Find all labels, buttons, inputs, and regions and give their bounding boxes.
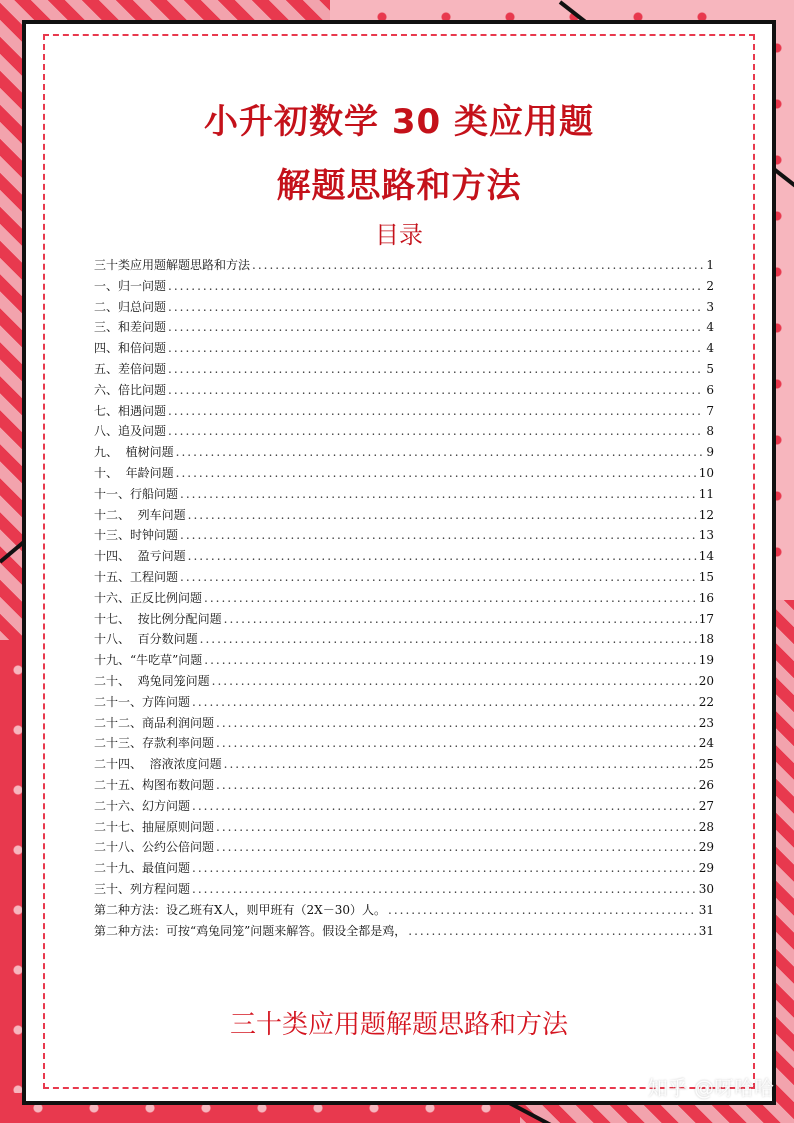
- toc-entry[interactable]: [94, 506, 714, 527]
- toc-heading: 目录: [375, 221, 423, 249]
- section-heading: 三十类应用题解题思路和方法: [229, 1010, 568, 1040]
- toc-entry-label: 九、 植树问题: [94, 445, 174, 460]
- toc-entry-page: 6: [706, 382, 714, 397]
- toc-entry-page: 12: [698, 507, 714, 522]
- toc-leader-dots: [204, 653, 696, 667]
- toc-entry-page: 10: [698, 465, 714, 480]
- toc-entry-label: 十三、时钟问题: [94, 528, 179, 543]
- toc-entry[interactable]: [94, 838, 714, 859]
- toc-entry-label: 二十四、 溶液浓度问题: [94, 757, 222, 772]
- toc-leader-dots: [408, 924, 696, 938]
- toc-entry[interactable]: [94, 589, 714, 610]
- toc-leader-dots: [216, 716, 697, 730]
- toc-entry-label: 二十二、商品利润问题: [94, 715, 215, 730]
- toc-leader-dots: [224, 612, 697, 626]
- toc-entry-label: 三十类应用题解题思路和方法: [94, 258, 251, 272]
- toc-entry[interactable]: [94, 360, 714, 381]
- toc-entry[interactable]: [94, 734, 714, 755]
- toc-entry-label: 十一、行船问题: [94, 486, 179, 501]
- toc-entry-label: 六、倍比问题: [94, 382, 167, 397]
- toc-leader-dots: [168, 279, 704, 293]
- toc-entry[interactable]: [94, 880, 714, 901]
- document-title-line2: 解题思路和方法: [276, 166, 522, 206]
- toc-leader-dots: [180, 528, 697, 542]
- toc-entry[interactable]: [94, 443, 714, 464]
- toc-entry-label: 十九、“牛吃草”问题: [94, 653, 203, 668]
- toc-entry-page: 26: [698, 777, 714, 792]
- toc-entry-label: 一、归一问题: [94, 278, 167, 293]
- toc-entry[interactable]: [94, 630, 714, 651]
- toc-entry[interactable]: [94, 714, 714, 735]
- toc-entry-label: 二十、 鸡兔同笼问题: [94, 673, 210, 688]
- toc-leader-dots: [216, 736, 697, 750]
- toc-entry[interactable]: [94, 485, 714, 506]
- toc-entry[interactable]: [94, 859, 714, 880]
- toc-leader-dots: [180, 570, 697, 584]
- toc-entry-page: 5: [706, 361, 714, 376]
- toc-entry-page: 3: [706, 299, 714, 314]
- toc-entry[interactable]: [94, 422, 714, 443]
- toc-leader-dots: [204, 591, 697, 605]
- toc-entry-page: 29: [698, 861, 714, 876]
- toc-entry-page: 9: [706, 445, 714, 460]
- document-title-line1: 小升初数学 30 类应用题: [204, 102, 594, 142]
- toc-entry-page: 19: [698, 653, 714, 668]
- toc-entry-label: 七、相遇问题: [94, 403, 167, 418]
- toc-leader-dots: [212, 674, 697, 688]
- toc-entry[interactable]: [94, 610, 714, 631]
- toc-entry-label: 四、和倍问题: [94, 341, 167, 356]
- toc-leader-dots: [168, 383, 704, 397]
- toc-entry[interactable]: [94, 651, 714, 672]
- toc-entry-page: 28: [698, 819, 714, 834]
- watermark: 知乎 @呀哈哈: [647, 1076, 774, 1100]
- toc-entry-page: 1: [706, 258, 714, 272]
- toc-entry-label: 二十六、幻方问题: [94, 798, 191, 813]
- toc-entry[interactable]: [94, 402, 714, 423]
- toc-entry[interactable]: [94, 568, 714, 589]
- toc-leader-dots: [188, 508, 697, 522]
- toc-entry-page: 25: [698, 757, 714, 772]
- toc-entry-page: 16: [698, 590, 714, 605]
- toc-leader-dots: [216, 840, 697, 854]
- toc-entry-label: 二十九、最值问题: [94, 861, 191, 876]
- toc-entry-label: 十八、 百分数问题: [94, 632, 198, 647]
- toc-entry[interactable]: [94, 298, 714, 319]
- toc-leader-dots: [216, 778, 697, 792]
- toc-leader-dots: [192, 861, 697, 875]
- toc-entry[interactable]: [94, 318, 714, 339]
- toc-entry-page: 29: [698, 840, 714, 855]
- toc-leader-dots: [388, 903, 697, 917]
- toc-entry-page: 14: [698, 549, 714, 564]
- toc-entry-label: 十、 年龄问题: [94, 465, 174, 480]
- toc-entry-page: 17: [698, 611, 714, 626]
- toc-entry-label: 十四、 盈亏问题: [94, 549, 186, 564]
- toc-entry-label: 八、追及问题: [94, 424, 167, 439]
- toc-entry-label: 二十一、方阵问题: [94, 694, 191, 709]
- toc-entry[interactable]: [94, 256, 714, 277]
- toc-entry-label: 十六、正反比例问题: [94, 590, 203, 605]
- table-of-contents: [94, 256, 714, 942]
- toc-entry-label: 十七、 按比例分配问题: [94, 611, 222, 626]
- toc-entry[interactable]: [94, 526, 714, 547]
- toc-leader-dots: [224, 757, 697, 771]
- toc-leader-dots: [192, 799, 697, 813]
- toc-entry-label: 二十五、构图布数问题: [94, 777, 215, 792]
- toc-entry-page: 8: [706, 424, 714, 439]
- toc-entry-page: 27: [698, 798, 714, 813]
- toc-entry-page: 7: [706, 403, 714, 418]
- toc-entry[interactable]: [94, 755, 714, 776]
- toc-entry[interactable]: [94, 339, 714, 360]
- toc-leader-dots: [176, 445, 705, 459]
- toc-entry[interactable]: [94, 797, 714, 818]
- toc-entry-page: 18: [698, 632, 714, 647]
- toc-entry-label: 二十七、抽屉原则问题: [94, 819, 215, 834]
- toc-leader-dots: [168, 320, 704, 334]
- toc-leader-dots: [188, 549, 697, 563]
- toc-entry-label: 第二种方法：可按“鸡兔同笼”问题来解答。假设全都是鸡，: [94, 923, 407, 938]
- toc-leader-dots: [252, 258, 704, 272]
- toc-entry[interactable]: [94, 277, 714, 298]
- toc-entry-label: 二十八、公约公倍问题: [94, 840, 215, 855]
- document-page: [22, 20, 776, 1105]
- toc-entry-page: 22: [698, 694, 714, 709]
- toc-entry-label: 三、和差问题: [94, 320, 167, 335]
- toc-entry[interactable]: [94, 901, 714, 922]
- toc-entry-page: 20: [698, 673, 714, 688]
- toc-entry[interactable]: [94, 776, 714, 797]
- toc-entry-page: 13: [698, 528, 714, 543]
- toc-entry-label: 第二种方法：设乙班有X人，则甲班有（2X－30）人。: [94, 902, 386, 917]
- toc-entry[interactable]: [94, 672, 714, 693]
- toc-leader-dots: [168, 424, 704, 438]
- toc-entry[interactable]: [94, 464, 714, 485]
- toc-leader-dots: [168, 362, 704, 376]
- toc-entry-label: 十五、工程问题: [94, 569, 179, 584]
- toc-entry-page: 11: [698, 486, 714, 501]
- toc-entry-page: 4: [706, 341, 714, 356]
- toc-entry-label: 三十、列方程问题: [94, 881, 191, 896]
- toc-leader-dots: [168, 404, 704, 418]
- toc-entry-label: 二十三、存款利率问题: [94, 736, 215, 751]
- toc-leader-dots: [176, 466, 697, 480]
- toc-entry-page: 31: [698, 923, 714, 938]
- toc-leader-dots: [168, 341, 704, 355]
- toc-leader-dots: [192, 695, 697, 709]
- toc-entry[interactable]: [94, 381, 714, 402]
- toc-entry[interactable]: [94, 818, 714, 839]
- toc-entry-page: 30: [698, 881, 714, 896]
- toc-entry-label: 五、差倍问题: [94, 361, 167, 376]
- toc-entry-page: 23: [698, 715, 714, 730]
- toc-entry-page: 24: [698, 736, 714, 751]
- toc-entry-page: 4: [706, 320, 714, 335]
- toc-leader-dots: [192, 882, 697, 896]
- toc-leader-dots: [180, 487, 697, 501]
- toc-entry[interactable]: [94, 693, 714, 714]
- toc-leader-dots: [168, 300, 704, 314]
- toc-leader-dots: [200, 632, 697, 646]
- toc-entry[interactable]: [94, 922, 714, 943]
- toc-entry-page: 15: [698, 569, 714, 584]
- toc-leader-dots: [216, 820, 697, 834]
- toc-entry-label: 二、归总问题: [94, 299, 167, 314]
- toc-entry-page: 2: [706, 278, 714, 293]
- toc-entry-page: 31: [698, 902, 714, 917]
- toc-entry-label: 十二、 列车问题: [94, 507, 186, 522]
- toc-entry[interactable]: [94, 547, 714, 568]
